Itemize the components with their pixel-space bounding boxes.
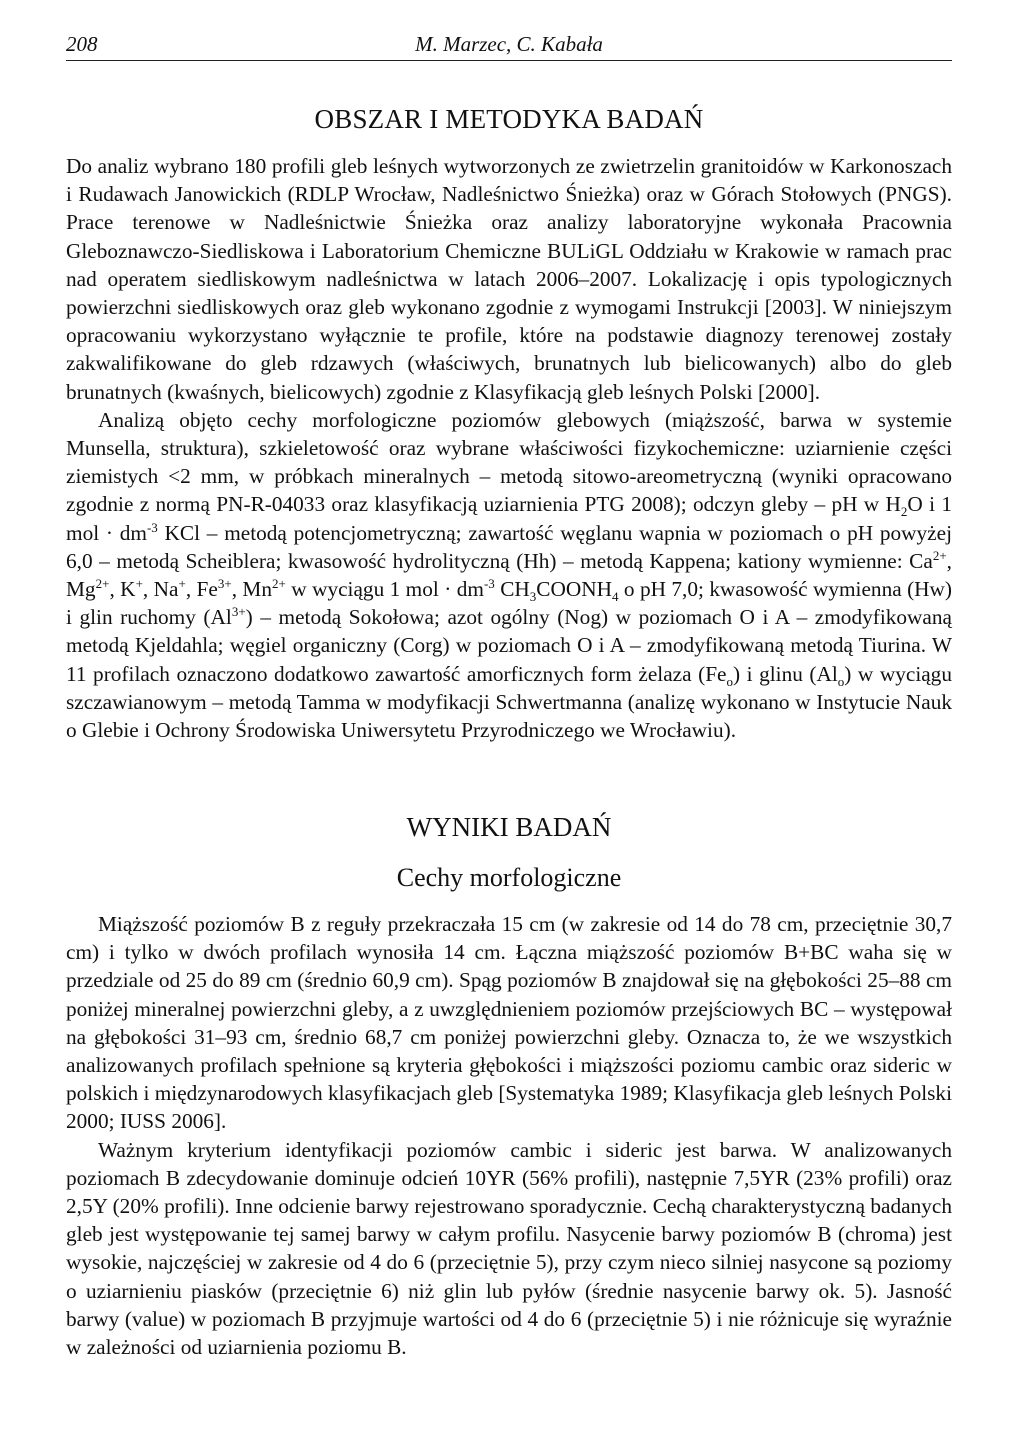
section-title-results: WYNIKI BADAŃ <box>406 812 612 842</box>
running-header <box>66 30 952 61</box>
section-title-methods: OBSZAR I METODYKA BADAŃ <box>314 104 704 134</box>
results-text <box>66 910 952 1361</box>
running-header-authors: M. Marzec, C. Kabała <box>415 32 603 56</box>
results-paragraph-2: Ważnym kryterium identyfikacji poziomów cambic i sideric jest barwa. W analizowanych poziomach B zdecydowanie dominuje odcień 10YR (56% profili), następnie 7,5YR (23% profili) oraz 2,5Y (20% profili). Inne odcienie barwy rejestrowano sporadycznie. Cechą charakterystyczną badanych gleb jest występowanie tej samej barwy w całym profilu. Nasycenie barwy poziomów B (chroma) jest wysokie, najczęściej w zakresie od 4 do 6 (przeciętnie 5), przy czym nieco silniej nasycone są poziomy o uziarnieniu piasków (przeciętnie 6) niż glin lub pyłów (średnie nasycenie barwy ok. 5). Jasność barwy (value) w poziomach B przyjmuje wartości od 4 do 6 (przeciętnie 5) i nie różnicuje się wyraźnie w zależności od uziarnienia poziomu B. <box>66 1137 952 1360</box>
methods-text <box>66 152 952 744</box>
page-number: 208 <box>66 32 98 56</box>
subsection-title-morphology: Cechy morfologiczne <box>396 863 622 892</box>
results-paragraph-1: Miąższość poziomów B z reguły przekraczała 15 cm (w zakresie od 14 do 78 cm, przeciętnie 30,7 cm) i tylko w dwóch profilach wynosiła 14 cm. Łączna miąższość poziomów B+BC waha się w przedziale od 25 do 89 cm (średnio 60,9 cm). Spąg poziomów B znajdował się na głębokości 25–88 cm poniżej mineralnej powierzchni gleby, a z uwzględnieniem poziomów przejściowych BC – występował na głębokości 31–93 cm, średnio 68,7 cm poniżej powierzchni gleby. Oznacza to, że we wszystkich analizowanych profilach spełnione są kryteria głębokości i miąższości poziomu cambic oraz sideric w polskich i międzynarodowych klasyfikacjach gleb [Systematyka 1989; Klasyfikacja gleb leśnych Polski 2000; IUSS 2006]. <box>66 912 952 1134</box>
methods-paragraph-1: Do analiz wybrano 180 profili gleb leśnych wytworzonych ze zwietrzelin granitoidów w Karkonoszach i Rudawach Janowickich (RDLP Wrocław, Nadleśnictwo Śnieżka) oraz w Górach Stołowych (PNGS). Prace terenowe w Nadleśnictwie Śnieżka oraz analizy laboratoryjne wykonała Pracownia Gleboznawczo-Siedliskowa i Laboratorium Chemiczne BULiGL Oddziału w Krakowie w ramach prac nad operatem siedliskowym nadleśnictwa w latach 2006–2007. Lokalizację i opis typologicznych powierzchni siedliskowych oraz gleb wykonano zgodnie z wymogami Instrukcji [2003]. W niniejszym opracowaniu wykorzystano wyłącznie te profile, które na podstawie diagnozy terenowej zostały zakwalifikowane do gleb rdzawych (właściwych, brunatnych lub bielicowanych) albo do gleb brunatnych (kwaśnych, bielicowych) zgodnie z Klasyfikacją gleb leśnych Polski [2000]. <box>66 154 952 404</box>
methods-paragraph-2: Analizą objęto cechy morfologiczne poziomów glebowych (miąższość, barwa w systemie Munsella, struktura), szkieletowość oraz wybrane właściwości fizykochemiczne: uziarnienie części ziemistych <2 mm, w próbkach mineralnych – metodą sitowo-areometryczną (wyniki opracowano zgodnie z normą PN-R-04033 oraz klasyfikacją uziarnienia PTG 2008); odczyn gleby – pH w $H_2O$ i 1 mol · $dm^{-3}$ KCl – metodą potencjometryczną; zawartość węglanu wapnia w poziomach o pH powyżej 6,0 – metodą Scheiblera; kwasowość hydrolityczną (Hh) – metodą Kappena; kationy wymienne: $Ca^{2+}$, $Mg^{2+}$, K+, Na+, $Fe^{3+}$, $Mn^{2+}$ w wyciągu 1 mol · $dm^{-3}$ $CH_3COONH_4$ o pH 7,0; kwasowość wymienna (Hw) i glin ruchomy $(Al^{3+})$ – metodą Sokołowa; azot ogólny (Nog) w poziomach O i A – zmodyfikowaną metodą Kjeldahla; węgiel organiczny (Corg) w poziomach O i A – zmodyfikowaną metodą Tiurina. W 11 profilach oznaczono dodatkowo zawartość amorficznych form żelaza $(Fe_o)$ i glinu $(Al_o)$ w wyciągu szczawianowym – metodą Tamma w modyfikacji Schwertmanna (analizę wykonano w Instytucie Nauk o Glebie i Ochrony Środowiska Uniwersytetu Przyrodniczego we Wrocławiu). <box>66 407 953 743</box>
